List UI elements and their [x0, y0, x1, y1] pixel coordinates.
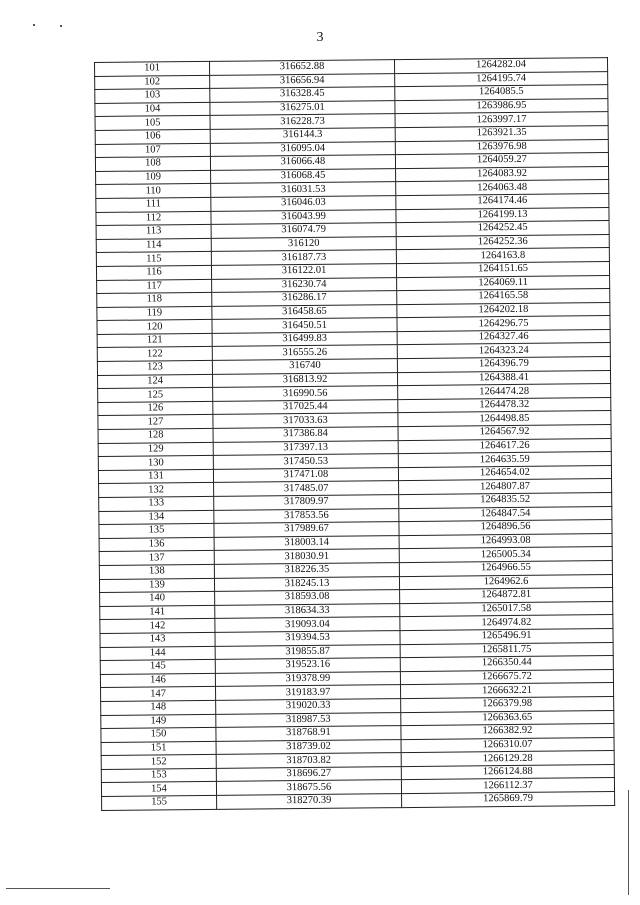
- y-coordinate-cell: 1264151.65: [396, 261, 609, 277]
- y-coordinate-cell: 1265017.58: [400, 601, 613, 617]
- y-coordinate-cell: 1264085.5: [395, 85, 608, 101]
- point-number-cell: 128: [98, 428, 213, 443]
- point-number-cell: 151: [101, 741, 216, 756]
- x-coordinate-cell: 318593.08: [215, 590, 400, 605]
- point-number-cell: 109: [96, 170, 211, 185]
- point-number-cell: 104: [95, 102, 210, 117]
- x-coordinate-cell: 319523.16: [215, 658, 400, 673]
- point-number-cell: 113: [96, 225, 211, 240]
- point-number-cell: 140: [100, 592, 215, 607]
- point-number-cell: 130: [98, 456, 213, 471]
- point-number-cell: 114: [96, 238, 211, 253]
- y-coordinate-cell: 1264195.74: [395, 71, 608, 87]
- y-coordinate-cell: 1265869.79: [402, 792, 615, 808]
- x-coordinate-cell: 316450.51: [212, 318, 397, 333]
- x-coordinate-cell: 318226.35: [214, 563, 399, 578]
- x-coordinate-cell: 318675.56: [216, 780, 401, 795]
- x-coordinate-cell: 317989.67: [214, 522, 399, 537]
- y-coordinate-cell: 1264163.8: [396, 248, 609, 264]
- x-coordinate-cell: 318703.82: [216, 753, 401, 768]
- x-coordinate-cell: 317809.97: [214, 495, 399, 510]
- x-coordinate-cell: 319020.33: [216, 698, 401, 713]
- scan-edge-line: [628, 790, 629, 895]
- x-coordinate-cell: 316230.74: [212, 277, 397, 292]
- y-coordinate-cell: 1263997.17: [395, 112, 608, 128]
- point-number-cell: 118: [97, 292, 212, 307]
- point-number-cell: 146: [100, 673, 215, 688]
- x-coordinate-cell: 316066.48: [210, 155, 395, 170]
- y-coordinate-cell: 1264635.59: [398, 452, 611, 468]
- x-coordinate-cell: 316144.3: [210, 128, 395, 143]
- point-number-cell: 137: [99, 551, 214, 566]
- y-coordinate-cell: 1264993.08: [399, 533, 612, 549]
- x-coordinate-cell: 316095.04: [210, 141, 395, 156]
- y-coordinate-cell: 1264966.55: [399, 561, 612, 577]
- point-number-cell: 127: [98, 415, 213, 430]
- y-coordinate-cell: 1264059.27: [395, 153, 608, 169]
- coordinates-table-wrapper: [94, 57, 615, 811]
- point-number-cell: 110: [96, 184, 211, 199]
- y-coordinate-cell: 1264396.79: [397, 357, 610, 373]
- y-coordinate-cell: 1266632.21: [400, 683, 613, 699]
- scan-speck: [60, 25, 62, 27]
- x-coordinate-cell: 316499.83: [212, 331, 397, 346]
- y-coordinate-cell: 1266124.88: [401, 764, 614, 780]
- x-coordinate-cell: 316652.88: [209, 60, 394, 75]
- y-coordinate-cell: 1266382.92: [401, 724, 614, 740]
- x-coordinate-cell: 316187.73: [211, 250, 396, 265]
- y-coordinate-cell: 1266112.37: [401, 778, 614, 794]
- point-number-cell: 106: [95, 129, 210, 144]
- x-coordinate-cell: 316122.01: [211, 264, 396, 279]
- y-coordinate-cell: 1264323.24: [397, 343, 610, 359]
- point-number-cell: 129: [98, 442, 213, 457]
- y-coordinate-cell: 1264872.81: [400, 588, 613, 604]
- point-number-cell: 116: [96, 265, 211, 280]
- x-coordinate-cell: 317033.63: [213, 413, 398, 428]
- x-coordinate-cell: 316458.65: [212, 304, 397, 319]
- x-coordinate-cell: 316068.45: [211, 168, 396, 183]
- coordinates-table: [94, 57, 615, 811]
- scan-edge-line: [6, 888, 110, 889]
- y-coordinate-cell: 1264252.36: [396, 234, 609, 250]
- x-coordinate-cell: 318270.39: [217, 794, 402, 809]
- y-coordinate-cell: 1265496.91: [400, 628, 613, 644]
- y-coordinate-cell: 1264847.54: [399, 506, 612, 522]
- x-coordinate-cell: 316813.92: [213, 372, 398, 387]
- y-coordinate-cell: 1264388.41: [397, 370, 610, 386]
- point-number-cell: 112: [96, 211, 211, 226]
- y-coordinate-cell: 1264327.46: [397, 329, 610, 345]
- scan-speck: [33, 24, 35, 26]
- y-coordinate-cell: 1264974.82: [400, 615, 613, 631]
- y-coordinate-cell: 1266675.72: [400, 669, 613, 685]
- point-number-cell: 105: [95, 116, 210, 131]
- x-coordinate-cell: 316286.17: [212, 291, 397, 306]
- point-number-cell: 136: [99, 537, 214, 552]
- point-number-cell: 135: [99, 524, 214, 539]
- x-coordinate-cell: 318768.91: [216, 726, 401, 741]
- x-coordinate-cell: 316031.53: [211, 182, 396, 197]
- point-number-cell: 144: [100, 646, 215, 661]
- y-coordinate-cell: 1264896.56: [399, 520, 612, 536]
- point-number-cell: 141: [100, 605, 215, 620]
- point-number-cell: 102: [95, 75, 210, 90]
- x-coordinate-cell: 318739.02: [216, 739, 401, 754]
- point-number-cell: 124: [98, 374, 213, 389]
- point-number-cell: 133: [99, 496, 214, 511]
- point-number-cell: 121: [97, 333, 212, 348]
- x-coordinate-cell: 316120: [211, 236, 396, 251]
- point-number-cell: 148: [101, 700, 216, 715]
- x-coordinate-cell: 318030.91: [214, 549, 399, 564]
- point-number-cell: 123: [97, 360, 212, 375]
- y-coordinate-cell: 1266379.98: [401, 696, 614, 712]
- x-coordinate-cell: 317025.44: [213, 399, 398, 414]
- y-coordinate-cell: 1264478.32: [398, 397, 611, 413]
- point-number-cell: 132: [99, 483, 214, 498]
- point-number-cell: 101: [95, 61, 210, 76]
- point-number-cell: 153: [101, 768, 216, 783]
- x-coordinate-cell: 316555.26: [212, 345, 397, 360]
- x-coordinate-cell: 316656.94: [210, 73, 395, 88]
- point-number-cell: 147: [101, 687, 216, 702]
- point-number-cell: 150: [101, 727, 216, 742]
- x-coordinate-cell: 317386.84: [213, 427, 398, 442]
- y-coordinate-cell: 1264252.45: [396, 221, 609, 237]
- x-coordinate-cell: 316275.01: [210, 100, 395, 115]
- x-coordinate-cell: 316046.03: [211, 196, 396, 211]
- x-coordinate-cell: 319093.04: [215, 617, 400, 632]
- point-number-cell: 117: [97, 279, 212, 294]
- y-coordinate-cell: 1266310.07: [401, 737, 614, 753]
- y-coordinate-cell: 1266363.65: [401, 710, 614, 726]
- x-coordinate-cell: 316328.45: [210, 87, 395, 102]
- x-coordinate-cell: 317450.53: [213, 454, 398, 469]
- y-coordinate-cell: 1264165.58: [397, 289, 610, 305]
- point-number-cell: 149: [101, 714, 216, 729]
- y-coordinate-cell: 1264962.6: [399, 574, 612, 590]
- point-number-cell: 155: [102, 795, 217, 810]
- y-coordinate-cell: 1263921.35: [395, 126, 608, 142]
- page-number: 3: [316, 30, 324, 45]
- point-number-cell: 119: [97, 306, 212, 321]
- y-coordinate-cell: 1266350.44: [400, 656, 613, 672]
- x-coordinate-cell: 319394.53: [215, 631, 400, 646]
- y-coordinate-cell: 1264807.87: [399, 479, 612, 495]
- x-coordinate-cell: 316043.99: [211, 209, 396, 224]
- y-coordinate-cell: 1264199.13: [396, 207, 609, 223]
- x-coordinate-cell: 318634.33: [215, 603, 400, 618]
- y-coordinate-cell: 1264296.75: [397, 316, 610, 332]
- y-coordinate-cell: 1264174.46: [396, 194, 609, 210]
- point-number-cell: 154: [101, 782, 216, 797]
- point-number-cell: 103: [95, 89, 210, 104]
- x-coordinate-cell: 319855.87: [215, 644, 400, 659]
- point-number-cell: 111: [96, 197, 211, 212]
- point-number-cell: 125: [98, 388, 213, 403]
- point-number-cell: 115: [96, 252, 211, 267]
- x-coordinate-cell: 317853.56: [214, 508, 399, 523]
- point-number-cell: 142: [100, 619, 215, 634]
- x-coordinate-cell: 316074.79: [211, 223, 396, 238]
- x-coordinate-cell: 316740: [212, 359, 397, 374]
- x-coordinate-cell: 318245.13: [214, 576, 399, 591]
- y-coordinate-cell: 1263986.95: [395, 98, 608, 114]
- x-coordinate-cell: 318987.53: [216, 712, 401, 727]
- y-coordinate-cell: 1266129.28: [401, 751, 614, 767]
- x-coordinate-cell: 316228.73: [210, 114, 395, 129]
- point-number-cell: 134: [99, 510, 214, 525]
- point-number-cell: 138: [99, 564, 214, 579]
- x-coordinate-cell: 318696.27: [216, 766, 401, 781]
- y-coordinate-cell: 1264835.52: [399, 493, 612, 509]
- point-number-cell: 120: [97, 320, 212, 335]
- y-coordinate-cell: 1264069.11: [397, 275, 610, 291]
- point-number-cell: 131: [98, 469, 213, 484]
- y-coordinate-cell: 1264083.92: [396, 166, 609, 182]
- x-coordinate-cell: 319183.97: [216, 685, 401, 700]
- point-number-cell: 126: [98, 401, 213, 416]
- y-coordinate-cell: 1263976.98: [395, 139, 608, 155]
- y-coordinate-cell: 1264498.85: [398, 411, 611, 427]
- point-number-cell: 139: [99, 578, 214, 593]
- point-number-cell: 107: [95, 143, 210, 158]
- x-coordinate-cell: 316990.56: [213, 386, 398, 401]
- y-coordinate-cell: 1265005.34: [399, 547, 612, 563]
- x-coordinate-cell: 317485.07: [214, 481, 399, 496]
- coordinates-table-body: [95, 58, 615, 811]
- point-number-cell: 143: [100, 632, 215, 647]
- x-coordinate-cell: 317397.13: [213, 440, 398, 455]
- y-coordinate-cell: 1264654.02: [398, 465, 611, 481]
- x-coordinate-cell: 318003.14: [214, 535, 399, 550]
- y-coordinate-cell: 1265811.75: [400, 642, 613, 658]
- point-number-cell: 108: [95, 157, 210, 172]
- x-coordinate-cell: 317471.08: [213, 467, 398, 482]
- y-coordinate-cell: 1264474.28: [398, 384, 611, 400]
- point-number-cell: 122: [97, 347, 212, 362]
- y-coordinate-cell: 1264617.26: [398, 438, 611, 454]
- y-coordinate-cell: 1264282.04: [394, 58, 607, 74]
- x-coordinate-cell: 319378.99: [215, 671, 400, 686]
- point-number-cell: 145: [100, 659, 215, 674]
- y-coordinate-cell: 1264567.92: [398, 425, 611, 441]
- point-number-cell: 152: [101, 755, 216, 770]
- y-coordinate-cell: 1264202.18: [397, 302, 610, 318]
- y-coordinate-cell: 1264063.48: [396, 180, 609, 196]
